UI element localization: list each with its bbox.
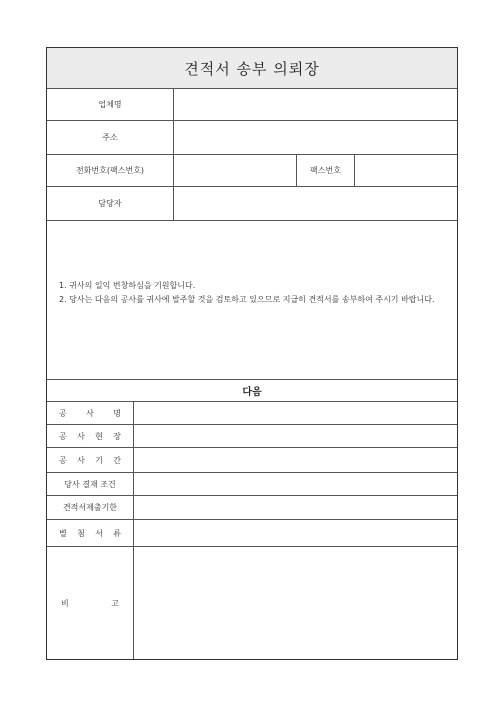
payment-terms-value[interactable] bbox=[134, 473, 459, 495]
contact-label: 담당자 bbox=[47, 187, 174, 220]
fax-value[interactable] bbox=[355, 155, 459, 186]
contact-value[interactable] bbox=[174, 187, 459, 220]
project-site-label: 공 사 현 장 bbox=[47, 425, 134, 447]
address-row bbox=[47, 121, 457, 155]
body-line-1: 1. 귀사의 일익 번창하심을 기원합니다. bbox=[59, 281, 196, 290]
project-period-row bbox=[47, 448, 457, 473]
project-name-label: 공 사 명 bbox=[47, 402, 134, 424]
project-period-value[interactable] bbox=[134, 448, 459, 472]
phone-label: 전화번호(팩스번호) bbox=[47, 155, 174, 186]
attachments-row bbox=[47, 520, 457, 547]
details-heading: 다음 bbox=[47, 380, 457, 402]
project-name-value[interactable] bbox=[134, 402, 459, 424]
project-period-label: 공 사 기 간 bbox=[47, 448, 134, 472]
phone-value[interactable] bbox=[174, 155, 297, 186]
attachments-value[interactable] bbox=[134, 520, 459, 546]
project-name-row bbox=[47, 402, 457, 425]
payment-terms-row bbox=[47, 473, 457, 496]
project-site-value[interactable] bbox=[134, 425, 459, 447]
payment-terms-label: 당사 결재 조건 bbox=[47, 473, 134, 495]
quotation-request-form bbox=[46, 47, 458, 660]
company-label: 업체명 bbox=[47, 88, 174, 120]
fax-label: 팩스번호 bbox=[297, 155, 355, 186]
address-label: 주소 bbox=[47, 121, 174, 154]
deadline-value[interactable] bbox=[134, 496, 459, 519]
form-title-row bbox=[47, 48, 457, 89]
attachments-label: 별 첨 서 류 bbox=[47, 520, 134, 546]
company-row bbox=[47, 88, 457, 121]
form-title: 견적서 송부 의뢰장 bbox=[184, 59, 320, 78]
body-line-2: 2. 당사는 다음의 공사를 귀사에 발주할 것을 검토하고 있으므로 지급히 견적서를 송부하여 주시기 바랍니다. bbox=[59, 295, 435, 304]
remarks-value[interactable] bbox=[134, 547, 459, 659]
remarks-row bbox=[47, 547, 457, 659]
remarks-label: 비 고 bbox=[47, 547, 134, 659]
phone-row bbox=[47, 155, 457, 187]
contact-row bbox=[47, 187, 457, 221]
address-value[interactable] bbox=[174, 121, 459, 154]
company-value[interactable] bbox=[174, 88, 459, 120]
deadline-row bbox=[47, 496, 457, 520]
request-body bbox=[47, 221, 457, 380]
deadline-label: 견적서제출기한 bbox=[47, 496, 134, 519]
project-site-row bbox=[47, 425, 457, 448]
